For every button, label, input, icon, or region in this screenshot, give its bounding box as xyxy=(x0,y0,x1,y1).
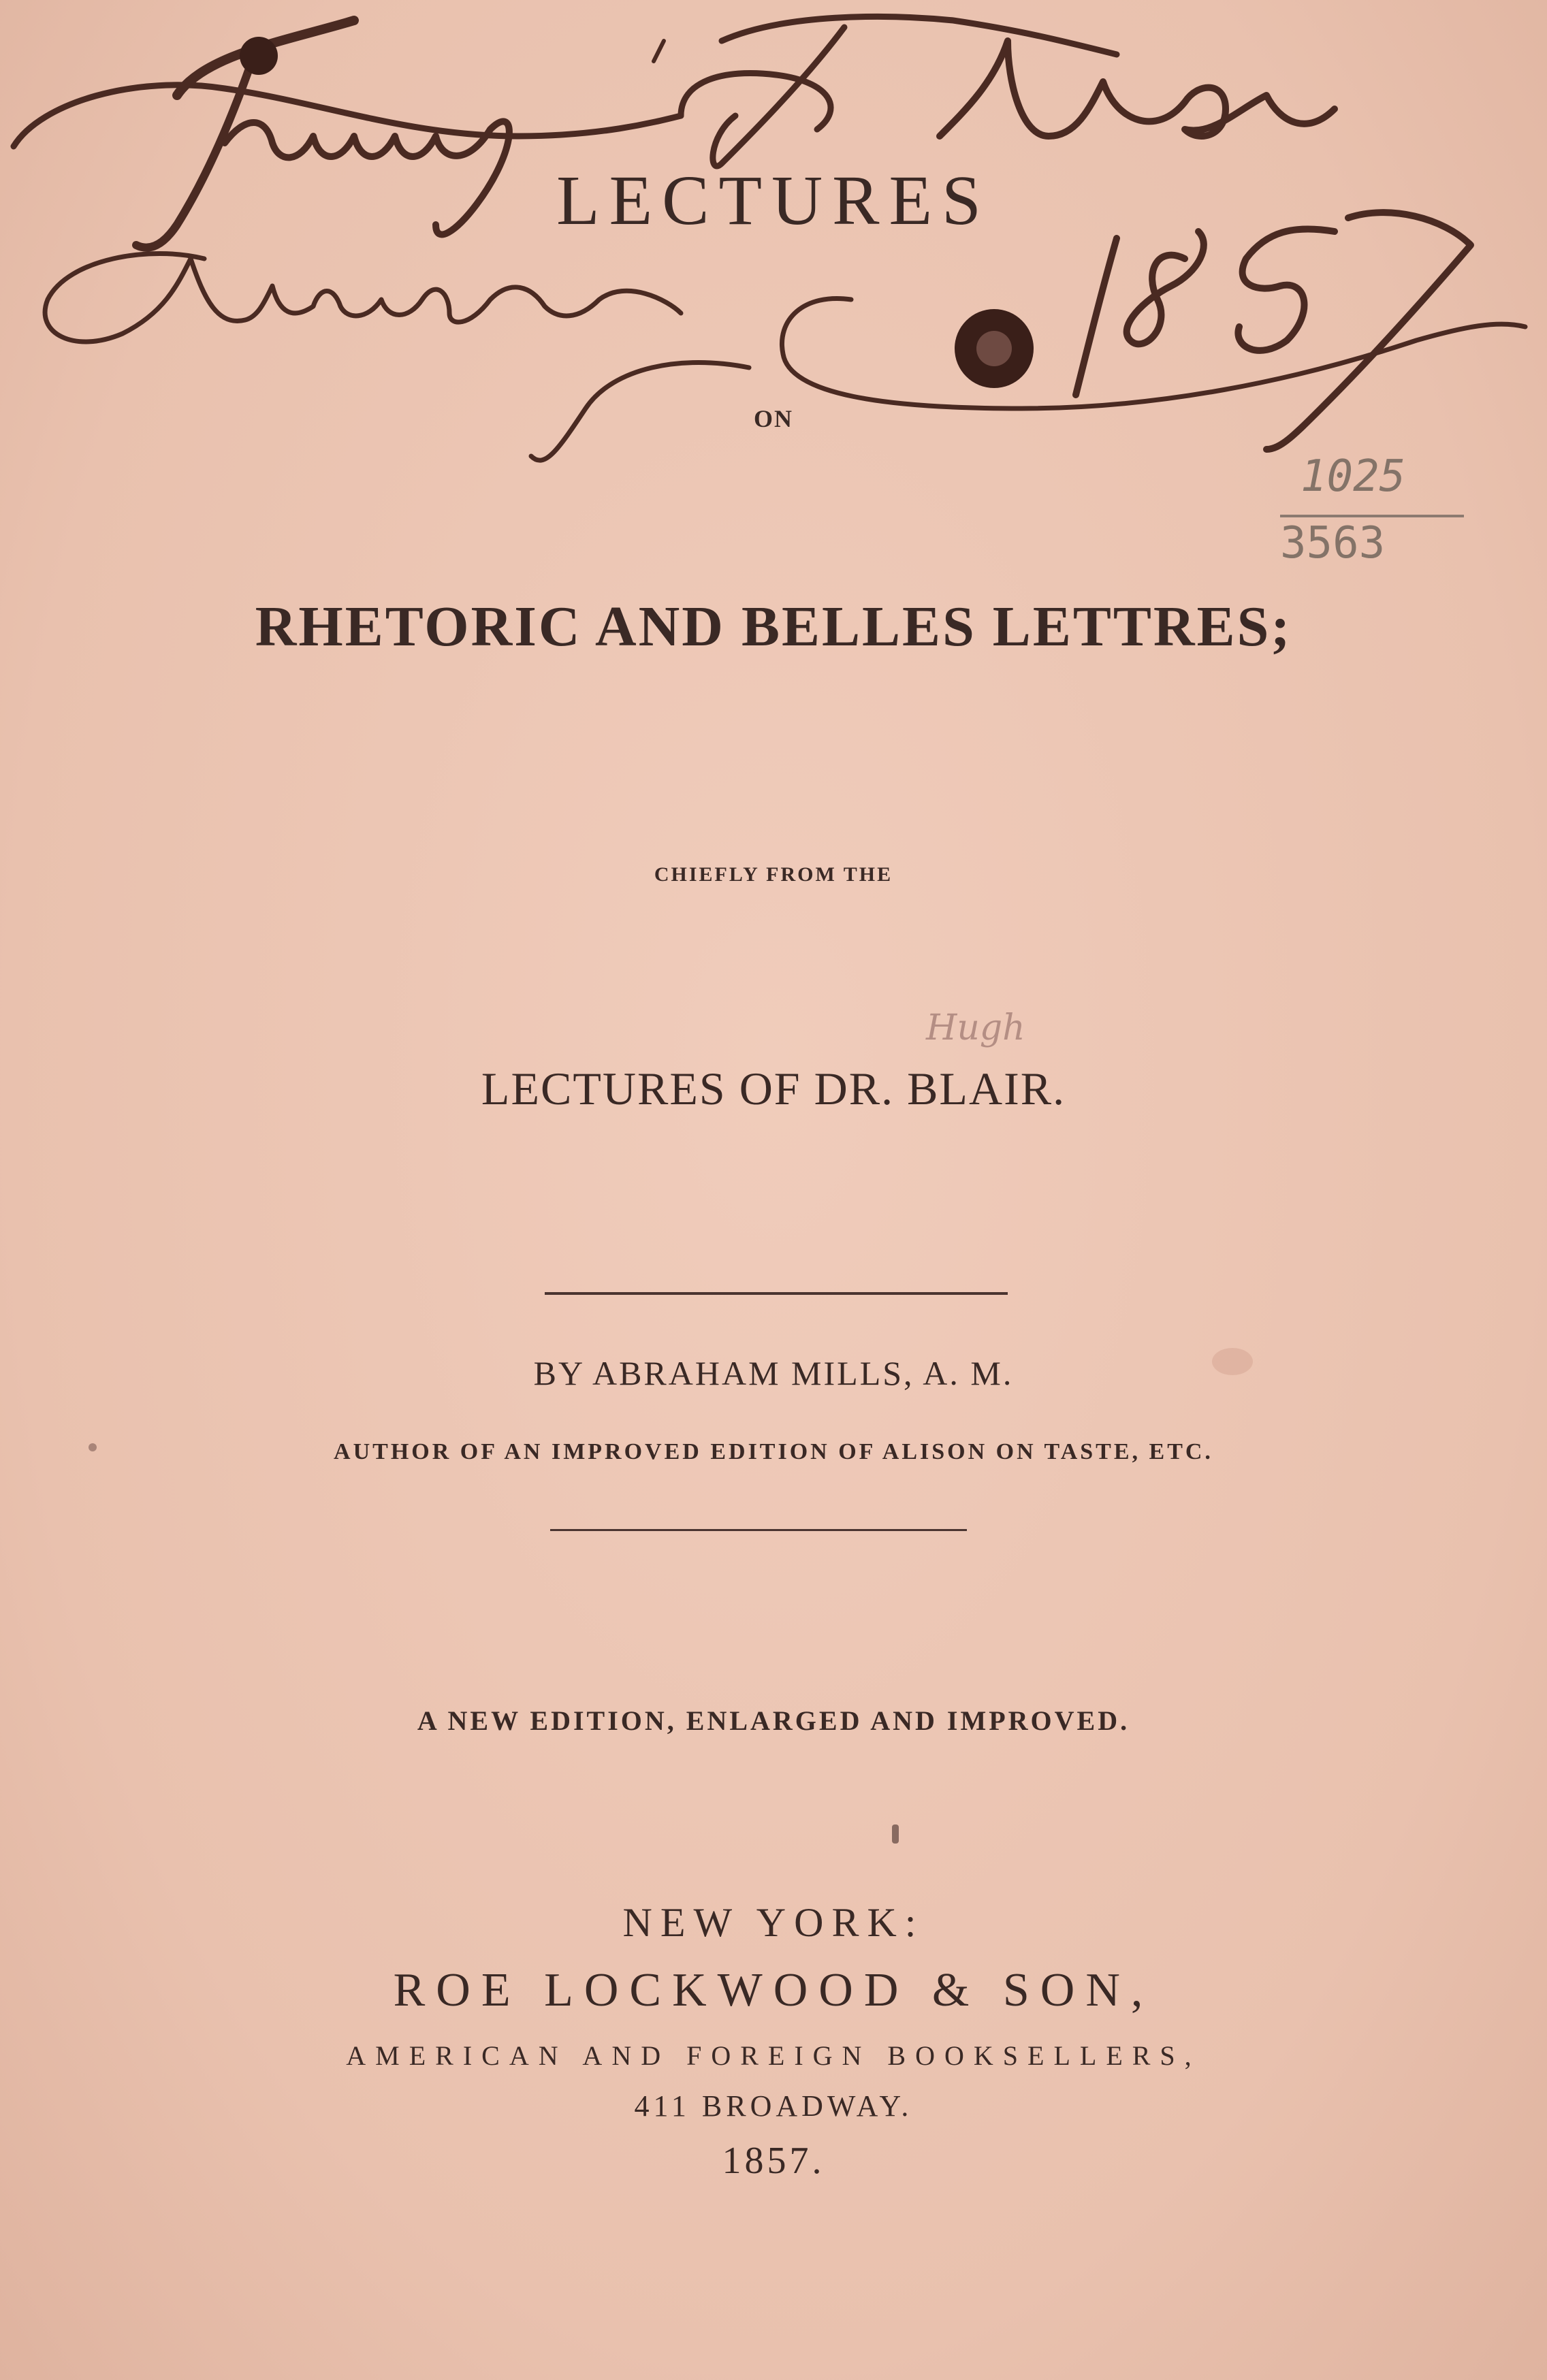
title-on: ON xyxy=(754,405,793,432)
subtitle-lectures-of-blair: LECTURES OF DR. BLAIR. xyxy=(481,1063,1066,1114)
imprint-publisher: ROE LOCKWOOD & SON, xyxy=(393,1964,1154,2016)
pencil-annotation: Hugh xyxy=(926,1008,1025,1048)
title-rhetoric: RHETORIC AND BELLES LETTRES; xyxy=(255,595,1292,658)
edition-line: A NEW EDITION, ENLARGED AND IMPROVED. xyxy=(417,1705,1130,1736)
imprint-address: 411 BROADWAY. xyxy=(634,2089,913,2123)
imprint-trade: AMERICAN AND FOREIGN BOOKSELLERS, xyxy=(346,2040,1201,2071)
library-number: 3563 xyxy=(1280,515,1464,565)
subtitle-chiefly: CHIEFLY FROM THE xyxy=(654,863,893,886)
imprint-year: 1857. xyxy=(722,2140,825,2182)
author-line: BY ABRAHAM MILLS, A. M. xyxy=(533,1354,1014,1392)
paper-speck xyxy=(892,1824,899,1844)
divider-rule xyxy=(550,1529,967,1531)
library-number: 1025 xyxy=(1301,451,1406,502)
title-lectures: LECTURES xyxy=(556,161,991,240)
divider-rule xyxy=(545,1292,1008,1295)
author-note: AUTHOR OF AN IMPROVED EDITION OF ALISON ON TASTE, ETC. xyxy=(334,1439,1213,1464)
imprint-city: NEW YORK: xyxy=(622,1900,925,1945)
handwritten-inscription xyxy=(0,0,1547,517)
